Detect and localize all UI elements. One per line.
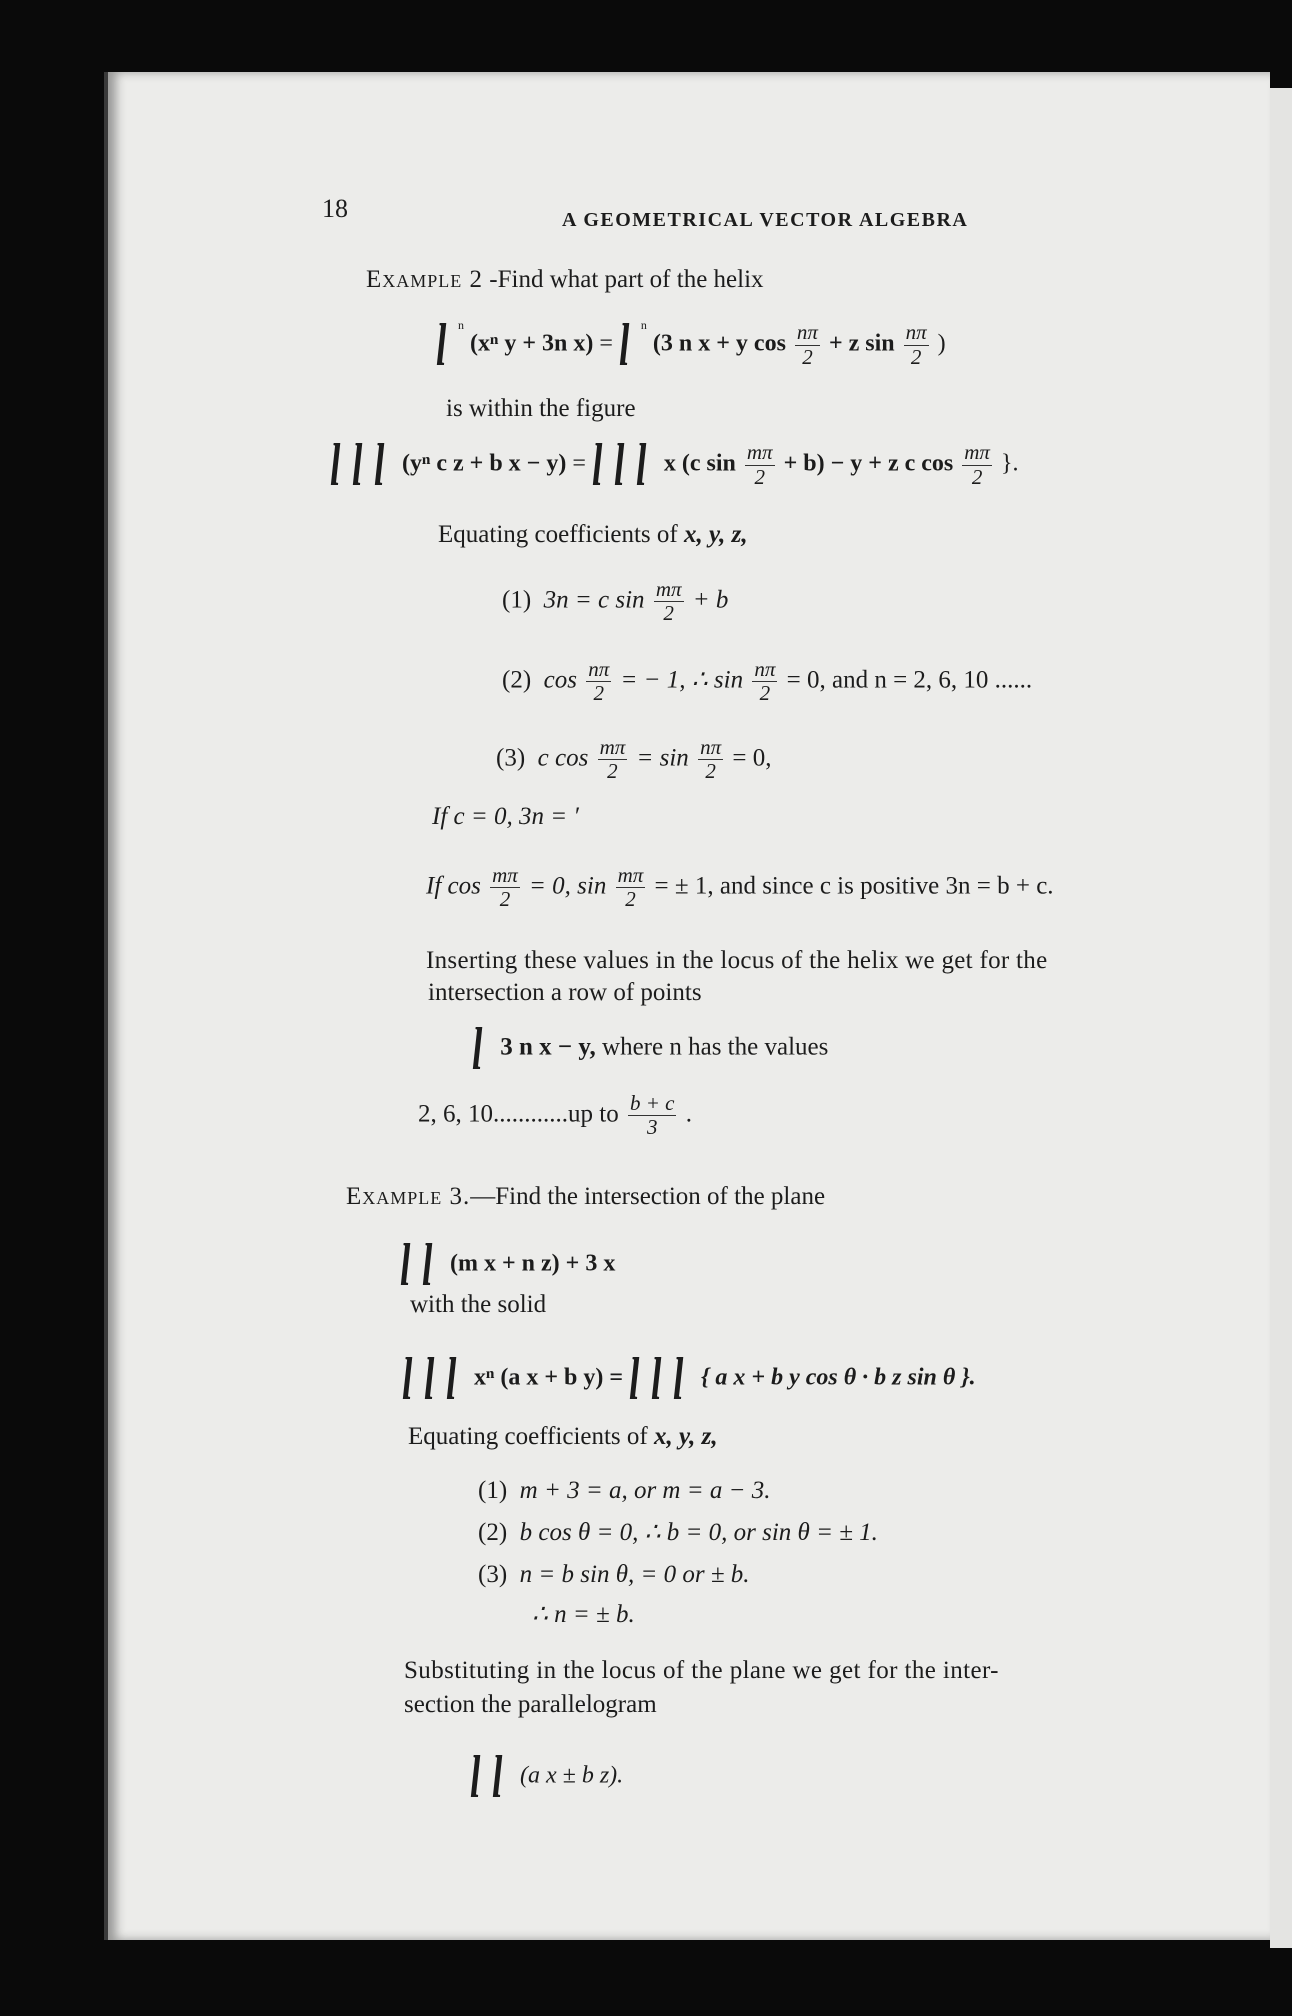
integral-symbol-icon: l — [472, 1016, 483, 1082]
example3-eq3 — [478, 1562, 750, 1587]
if-cos-text: If cos — [426, 872, 481, 900]
integral-symbol-icon: l — [618, 312, 630, 378]
integral-symbol-icon: l — [330, 432, 341, 498]
if-c-line: If c = 0, 3n = ′ — [432, 803, 579, 830]
helix-lhs: (xⁿ y + 3n x) — [470, 330, 594, 357]
fraction: $\frac{m\pi}{2}$ — [746, 440, 773, 489]
equating-line-1 — [438, 522, 748, 547]
eq-number: (3) — [478, 1561, 508, 1588]
example2-eq1 — [502, 578, 728, 625]
eq-text: n = b sin θ, = 0 or ± b. — [519, 1561, 750, 1588]
example3-eq2 — [478, 1520, 878, 1545]
integral-symbol-icon: l — [673, 1346, 684, 1412]
section-line: section the parallelogram — [404, 1691, 657, 1718]
equating-vars: x, y, z, — [653, 1423, 718, 1450]
eq-text: m + 3 = a, or m = a − 3. — [519, 1477, 771, 1504]
eq-end: + b — [692, 586, 729, 614]
if-cos-line — [426, 864, 1054, 911]
equating-text: Equating coefficients of — [438, 521, 678, 548]
fraction: $\frac{m\pi}{2}$ — [964, 440, 990, 489]
within-figure-text: is within the figure — [446, 395, 636, 422]
eq-number: (1) — [502, 586, 532, 614]
integral-symbol-icon: l — [374, 432, 385, 498]
integral-symbol-icon: l — [400, 1232, 411, 1298]
plane-expression — [400, 1232, 616, 1298]
integral-symbol-icon: l — [629, 1346, 640, 1412]
intersection-line: intersection a row of points — [428, 979, 702, 1006]
eq-mid: = sin — [636, 744, 689, 772]
if-cos-mid: = 0, sin — [529, 872, 607, 900]
running-head: A GEOMETRICAL VECTOR ALGEBRA — [562, 209, 969, 231]
figure-equation: l l l (yⁿ c z + b x − y) = l l l x (c sin $\frac{m\pi}{2}$ + b) − y + z c cos $\frac{m\pi}{2}$ }. — [330, 432, 1019, 498]
parallelogram-text: (a x ± b z). — [520, 1762, 624, 1789]
plane-expr: (m x + n z) + 3 x — [450, 1250, 616, 1277]
example3-eq1 — [478, 1478, 770, 1503]
eq-number: (2) — [502, 666, 532, 694]
integral-symbol-icon: l — [436, 312, 447, 378]
figure-rhs-end: }. — [1000, 450, 1019, 477]
example2-eq3 — [496, 736, 771, 783]
upper-limit: n — [458, 317, 464, 332]
fraction: $\frac{n\pi}{2}$ — [588, 657, 610, 706]
figure-rhs: x (c sin — [663, 450, 736, 477]
eq-end: = 0, and n = 2, 6, 10 ...... — [786, 666, 1033, 694]
example2-intro: -Find what part of the helix — [489, 266, 764, 293]
solid-lhs: xⁿ (a x + b y) = — [474, 1364, 624, 1391]
therefore-line: ∴ n = ± b. — [532, 1601, 635, 1628]
with-solid-text: with the solid — [410, 1291, 547, 1318]
integral-symbol-icon: l — [492, 1744, 503, 1810]
eq-text: 3n = c sin — [543, 586, 645, 614]
fraction: $\frac{n\pi}{2}$ — [905, 320, 927, 369]
equating-text: Equating coefficients of — [408, 1423, 648, 1450]
inserting-line: Inserting these values in the locus of the helix we get for the — [426, 947, 1048, 974]
eq-text: cos — [543, 666, 577, 694]
equating-vars: x, y, z, — [683, 521, 748, 548]
eq-mid: = − 1, ∴ sin — [620, 666, 744, 694]
example3-heading-line — [346, 1184, 825, 1209]
fraction: $\frac{m\pi}{2}$ — [492, 863, 518, 912]
integral-symbol-icon: l — [352, 432, 363, 498]
helix-rhs-mid: + z sin — [828, 330, 895, 357]
integral-symbol-icon: l — [651, 1346, 662, 1412]
eq-end: = 0, — [732, 744, 772, 772]
figure-rhs-mid: + b) − y + z c cos — [783, 450, 954, 477]
values-line — [418, 1092, 692, 1139]
fraction: $\frac{b + c}{3}$ — [629, 1091, 675, 1140]
values-end: . — [685, 1100, 692, 1128]
eq-number: (3) — [496, 744, 526, 772]
point-expr: 3 n x − y, — [500, 1033, 596, 1061]
parallelogram-expr — [470, 1744, 624, 1810]
integral-symbol-icon: l — [635, 432, 647, 498]
upper-limit: n — [640, 317, 647, 332]
solid-rhs: { a x + b y cos θ · b z sin θ }. — [701, 1364, 976, 1391]
figure-lhs: (yⁿ c z + b x − y) — [402, 450, 567, 477]
point-where: where n has the values — [602, 1033, 829, 1061]
solid-equation — [402, 1346, 976, 1412]
substituting-line: Substituting in the locus of the plane we get for the inter- — [404, 1657, 999, 1684]
example2-eq2 — [502, 658, 1032, 705]
point-row-line — [472, 1016, 829, 1082]
integral-symbol-icon: l — [470, 1744, 481, 1810]
eq-number: (1) — [478, 1477, 508, 1504]
fraction: $\frac{n\pi}{2}$ — [700, 735, 722, 784]
helix-rhs-end: ) — [937, 330, 946, 357]
integral-symbol-icon: l — [591, 432, 603, 498]
if-cos-end: = ± 1, and since c is positive 3n = b + c. — [654, 872, 1054, 900]
equating-line-2 — [408, 1424, 718, 1449]
helix-rhs: (3 n x + y cos — [652, 330, 786, 357]
next-page-edge — [1270, 88, 1292, 1948]
example2-heading-line — [366, 267, 764, 292]
eq-text: c cos — [537, 744, 589, 772]
example2-heading: Example 2 — [366, 266, 484, 293]
helix-equation: l $^n$ (xⁿ y + 3n x) = l $^n$ (3 n x + y cos $\frac{n\pi}{2}$ + z sin $\frac{n\pi}{2}$ ) — [436, 312, 946, 378]
fraction: $\frac{m\pi}{2}$ — [599, 735, 626, 784]
fraction: $\frac{n\pi}{2}$ — [796, 320, 818, 369]
integral-symbol-icon: l — [422, 1232, 433, 1298]
integral-symbol-icon: l — [446, 1346, 457, 1412]
eq-text: b cos θ = 0, ∴ b = 0, or sin θ = ± 1. — [519, 1519, 878, 1546]
fraction: $\frac{m\pi}{2}$ — [617, 863, 644, 912]
integral-symbol-icon: l — [402, 1346, 413, 1412]
fraction: $\frac{n\pi}{2}$ — [754, 657, 776, 706]
example3-heading: Example 3. — [346, 1183, 471, 1210]
page-number: 18 — [322, 194, 348, 223]
example3-intro: —Find the intersection of the plane — [470, 1183, 826, 1210]
eq-number: (2) — [478, 1519, 508, 1546]
fraction: $\frac{m\pi}{2}$ — [655, 577, 682, 626]
integral-symbol-icon: l — [613, 432, 625, 498]
integral-symbol-icon: l — [424, 1346, 435, 1412]
values-text: 2, 6, 10............up to — [418, 1100, 619, 1128]
